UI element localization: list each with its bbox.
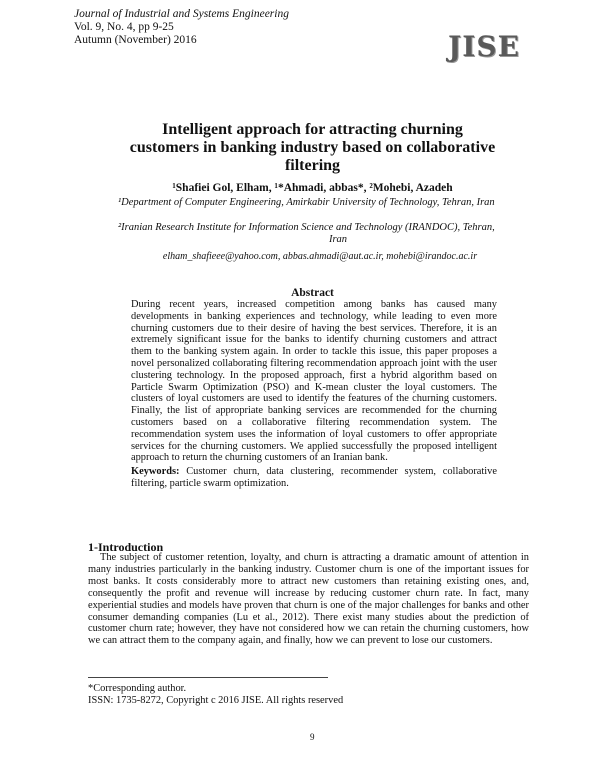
abstract-heading: Abstract <box>291 287 334 299</box>
authors: ¹Shafiei Gol, Elham, ¹*Ahmadi, abbas*, ²Mohebi, Azadeh <box>172 182 453 194</box>
journal-volume: Vol. 9, No. 4, pp 9-25 <box>74 21 174 33</box>
title-line: filtering <box>284 157 341 174</box>
introduction-body <box>88 552 529 647</box>
introduction-paragraph: The subject of customer retention, loyalty, and churn is attracting a dramatic amount of attention in many industries particularly in the banking industry. Customer churn is one of the important issues for most banks. It costs considerably more to attract new customers than retaining existing ones, and, consequently the profit and revenue will increase by reducing customer churn rate. In fact, many experiential studies and models have proven that churn is one of the major challenges for banks and other consumer demanding companies (Lu et al., 2012). There exist many studies about the prediction of customer churn rate; however, they have not considered how we can retain the churning customers, how we can attract them to the company again, and finally, how we can prevent to lose our customers. <box>88 552 529 647</box>
affiliation-2-country: Iran <box>328 234 348 245</box>
footnote <box>88 683 343 707</box>
title-line: customers in banking industry based on collaborative <box>129 139 496 156</box>
affiliation-2-text: ²Iranian Research Institute for Information Science and Technology (IRANDOC), Tehran, <box>118 222 495 233</box>
jise-logo: JISE <box>448 30 520 63</box>
journal-name: Journal of Industrial and Systems Engineering <box>74 8 289 20</box>
journal-header <box>74 8 289 47</box>
title-line: Intelligent approach for attracting churning <box>162 121 463 138</box>
section-heading-introduction: 1-Introduction <box>88 540 164 554</box>
keywords-label: Keywords: <box>131 466 180 478</box>
page-number: 9 <box>310 732 315 742</box>
abstract-body <box>131 299 497 490</box>
copyright-note: ISSN: 1735-8272, Copyright c 2016 JISE. All rights reserved <box>88 694 344 706</box>
journal-season: Autumn (November) 2016 <box>74 34 197 46</box>
corresponding-author-note: *Corresponding author. <box>88 683 187 694</box>
author-emails: elham_shafieee@yahoo.com, abbas.ahmadi@aut.ac.ir, mohebi@irandoc.ac.ir <box>162 251 478 262</box>
keywords-text: Customer churn, data clustering, recommender system, collaborative filtering, particle swarm optimization. <box>131 466 497 489</box>
keywords <box>131 466 497 490</box>
affiliation-2 <box>118 222 518 246</box>
affiliation-1: ¹Department of Computer Engineering, Amirkabir University of Technology, Tehran, Iran <box>118 197 495 208</box>
abstract-text: During recent years, increased competition among banks has caused many developments in banking experiences and technology, while leading to even more churning customers due to their desire of having the best services. Therefore, it is an extremely significant issue for the banks to identify churning customers and attract them to the banking system again. In order to tackle this issue, this paper proposes a novel personalized collaborating filtering recommendation approach joint with the user clustering technology. In the proposed approach, first a hybrid algorithm based on Particle Swarm Optimization (PSO) and K-mean cluster the loyal customers. The clusters of loyal customers are used to identify the features of the churning customers. Finally, the list of appropriate banking services are recommended for the churning customers based on a collaborative filtering recommendation system. The recommendation system uses the information of loyal customers to offer appropriate services for the churning customers. We applied successfully the proposed intelligent approach to return the churning customers of an Iranian bank. <box>131 299 497 464</box>
footnote-divider <box>88 677 328 678</box>
paper-title <box>100 121 525 175</box>
